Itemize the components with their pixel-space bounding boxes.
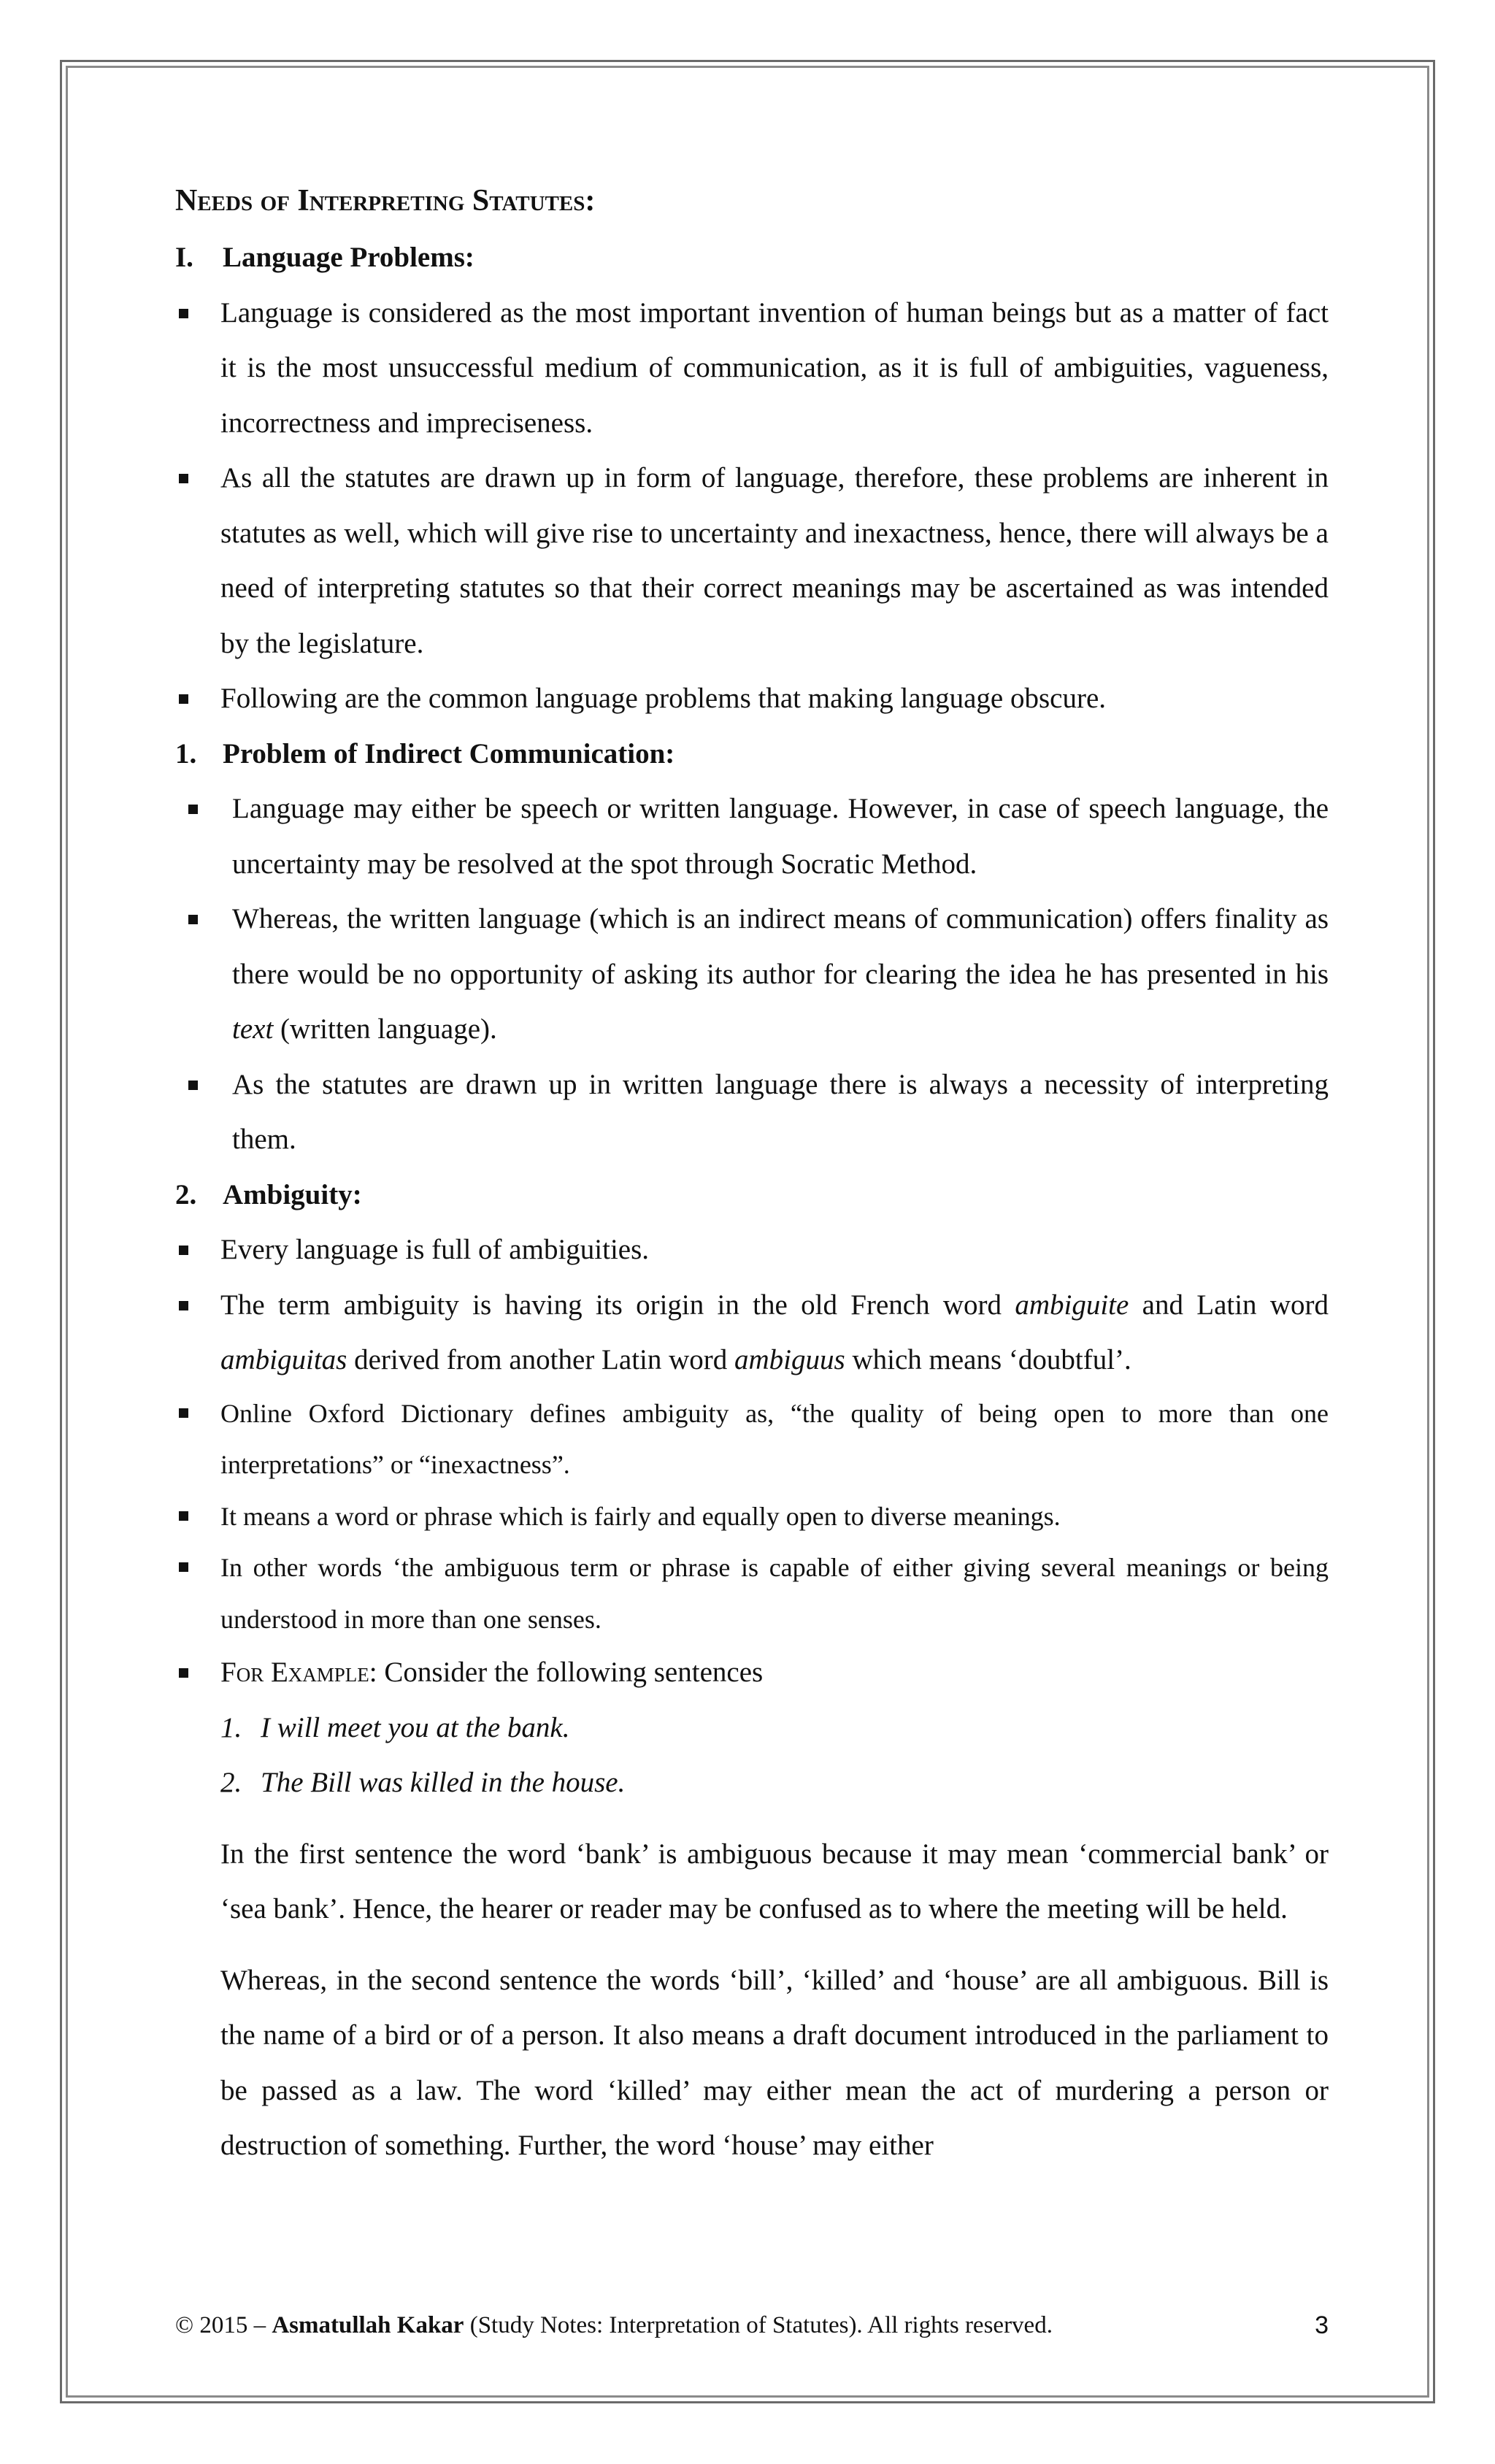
bullet-item bbox=[175, 671, 1329, 726]
bullet-text bbox=[220, 1645, 1329, 1700]
bullet-item bbox=[175, 891, 1329, 1057]
section-title: Language Problems: bbox=[223, 242, 474, 273]
bullet-square-icon bbox=[175, 1388, 220, 1491]
footer-note: (Study Notes: Interpretation of Statutes). All rights reserved. bbox=[464, 2312, 1053, 2338]
spacer bbox=[175, 1811, 1329, 1827]
section-number: 2. bbox=[175, 1178, 197, 1210]
paragraph: Whereas, in the second sentence the words ‘bill’, ‘killed’ and ‘house’ are all ambiguous. Bill is the name of a bird or of a person. It also means a draft document introduced in the parliament to be passed as a law. The word ‘killed’ may either mean the act of murdering a person or destruction of something. Further, the word ‘house’ may either bbox=[220, 1964, 1329, 2161]
bullet-text: Following are the common language problems that making language obscure. bbox=[220, 683, 1107, 714]
bullet-text: Online Oxford Dictionary defines ambiguity as, “the quality of being open to more than one interpretations” or “inexactness”. bbox=[220, 1398, 1329, 1479]
spacer bbox=[175, 1937, 1329, 1953]
bullet-item bbox=[175, 1542, 1329, 1645]
emphasis-text: ambiguus bbox=[734, 1344, 845, 1375]
bullet-text: As the statutes are drawn up in written language there is always a necessity of interpreting them. bbox=[232, 1068, 1329, 1155]
text-run: Consider the following sentences bbox=[377, 1657, 764, 1688]
text-run: derived from another Latin word bbox=[347, 1344, 735, 1375]
bullet-item bbox=[175, 1057, 1329, 1167]
section-language-problems bbox=[175, 230, 1329, 285]
bullet-text: As all the statutes are drawn up in form of language, therefore, these problems are inherent in statutes as well, which will give rise to uncertainty and inexactness, hence, there will always be a need of interpreting statutes so that their correct meanings may be ascertained as was intended by the legislature. bbox=[220, 462, 1329, 659]
bullet-item bbox=[175, 1278, 1329, 1388]
example-number: 2. bbox=[220, 1767, 242, 1798]
bullet-square-icon bbox=[175, 1491, 220, 1543]
bullet-item bbox=[175, 1645, 1329, 1700]
section-number: I. bbox=[175, 242, 193, 273]
bullet-text: In other words ‘the ambiguous term or phrase is capable of either giving several meanings or being understood in more than one senses. bbox=[220, 1553, 1329, 1634]
section-number: 1. bbox=[175, 737, 197, 769]
emphasis-text: ambiguite bbox=[1015, 1289, 1129, 1321]
example-item bbox=[220, 1755, 1329, 1811]
footer-author: Asmatullah Kakar bbox=[272, 2312, 464, 2338]
bullet-square-icon bbox=[175, 1278, 220, 1388]
text-run: The term ambiguity is having its origin in the old French word bbox=[220, 1289, 1015, 1321]
emphasis-text: ambiguitas bbox=[220, 1344, 347, 1375]
bullet-square-icon bbox=[175, 450, 220, 671]
bullet-square-icon bbox=[175, 1057, 232, 1167]
document-heading: Needs of Interpreting Statutes: bbox=[175, 184, 596, 218]
bullet-square-icon bbox=[175, 781, 232, 891]
bullet-item bbox=[175, 285, 1329, 451]
example-number: 1. bbox=[220, 1711, 242, 1743]
bullet-item bbox=[175, 1222, 1329, 1278]
section-title: Problem of Indirect Communication: bbox=[223, 737, 675, 769]
footer-copyright: © 2015 – bbox=[175, 2312, 272, 2338]
text-run: which means ‘doubtful’. bbox=[845, 1344, 1131, 1375]
bullet-text: Language may either be speech or written language. However, in case of speech language, the uncertainty may be resolved at the spot through Socratic Method. bbox=[232, 793, 1329, 880]
section-title: Ambiguity: bbox=[223, 1178, 362, 1210]
example-text: I will meet you at the bank. bbox=[261, 1711, 570, 1743]
bullet-item bbox=[175, 1491, 1329, 1543]
bullet-item bbox=[175, 450, 1329, 671]
section-indirect-communication bbox=[175, 726, 1329, 782]
page-footer bbox=[175, 2311, 1329, 2340]
bullet-square-icon bbox=[175, 1542, 220, 1645]
page-number: 3 bbox=[1315, 2311, 1329, 2339]
example-text: The Bill was killed in the house. bbox=[261, 1767, 626, 1798]
text-run: Whereas, the written language (which is an indirect means of communication) offers finality as there would be no opportunity of asking its author for clearing the idea he has presented in his bbox=[232, 903, 1329, 990]
text-run: (written language). bbox=[273, 1013, 497, 1045]
document-body bbox=[175, 179, 1329, 2173]
example-list bbox=[175, 1700, 1329, 1811]
bullet-item bbox=[175, 1388, 1329, 1491]
example-item bbox=[220, 1700, 1329, 1756]
paragraph: In the first sentence the word ‘bank’ is ambiguous because it may mean ‘commercial bank’ or ‘sea bank’. Hence, the hearer or reader may be confused as to where the meeting will be held. bbox=[220, 1838, 1329, 1924]
text-run: and Latin word bbox=[1129, 1289, 1329, 1321]
emphasis-text: text bbox=[232, 1013, 274, 1045]
bullet-square-icon bbox=[175, 891, 232, 1057]
bullet-text bbox=[232, 891, 1329, 1057]
bullet-square-icon bbox=[175, 285, 220, 451]
bullet-square-icon bbox=[175, 1222, 220, 1278]
section-ambiguity bbox=[175, 1167, 1329, 1223]
bullet-square-icon bbox=[175, 1645, 220, 1700]
bullet-text bbox=[220, 1278, 1329, 1388]
bullet-text: Every language is full of ambiguities. bbox=[220, 1234, 650, 1265]
bullet-text: Language is considered as the most important invention of human beings but as a matter of fact it is the most unsuccessful medium of communication, as it is full of ambiguities, vagueness, incorrectness and impreciseness. bbox=[220, 296, 1329, 439]
example-label: For Example: bbox=[220, 1657, 377, 1688]
bullet-square-icon bbox=[175, 671, 220, 726]
bullet-text: It means a word or phrase which is fairly and equally open to diverse meanings. bbox=[220, 1501, 1061, 1531]
bullet-item bbox=[175, 781, 1329, 891]
